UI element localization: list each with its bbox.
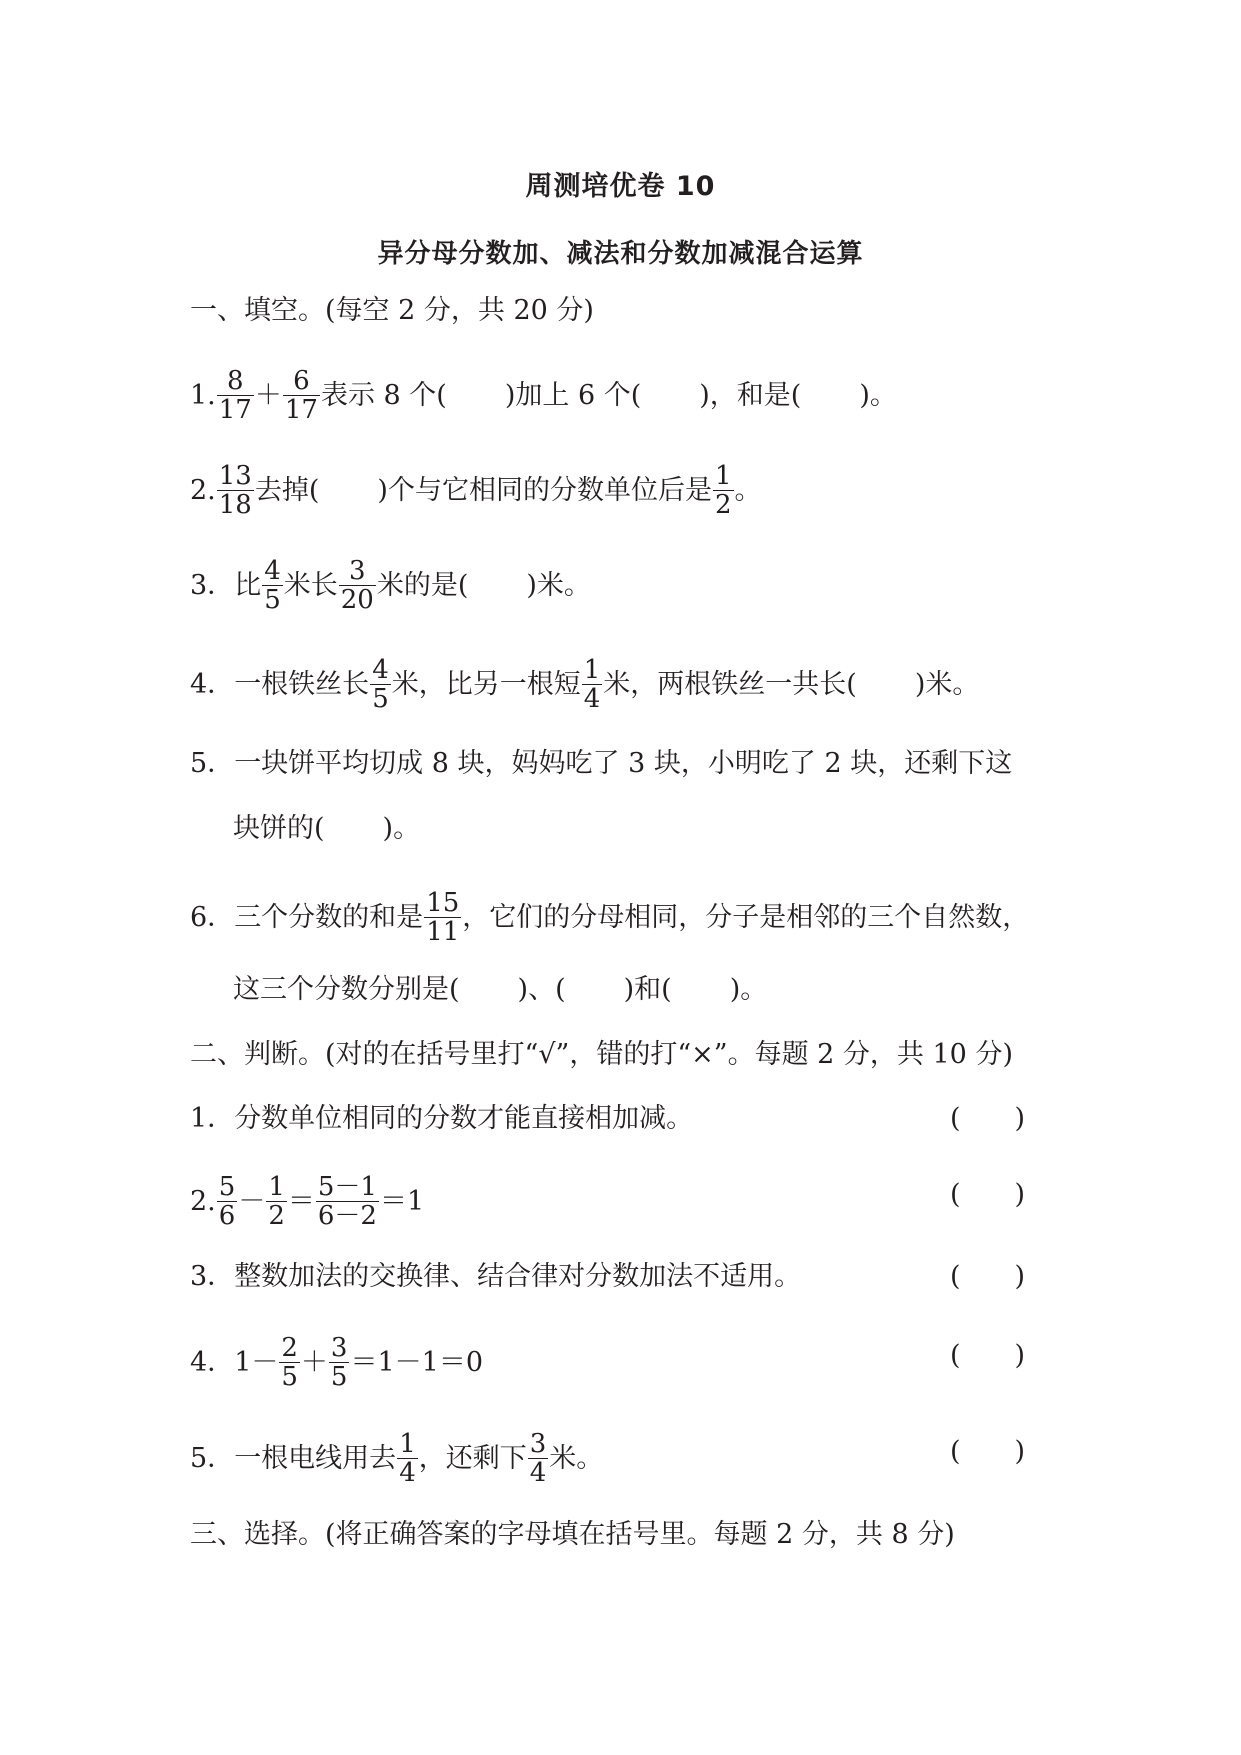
fill-question-2: 2. $\frac{13}{18}$ 去掉( )个与它相同的分数单位后是 $\frac{1}{2}$ 。 bbox=[190, 461, 762, 521]
answer-bracket[interactable]: ( ) bbox=[950, 1436, 1026, 1467]
fraction: $\frac{3}{5}$ bbox=[330, 1333, 348, 1393]
section1-heading: 一、填空。(每空 2 分，共 20 分) bbox=[190, 295, 594, 326]
fraction: $\frac{2}{5}$ bbox=[281, 1333, 298, 1393]
answer-bracket[interactable]: ( ) bbox=[950, 1179, 1026, 1210]
fill-question-5-line1: 5． 一块饼平均切成 8 块，妈妈吃了 3 块，小明吃了 2 块，还剩下这 bbox=[190, 748, 1013, 779]
answer-bracket[interactable]: ( ) bbox=[950, 1340, 1026, 1371]
fill-question-4: 4． 一根铁丝长 $\frac{4}{5}$ 米，比另一根短 $\frac{1}{4}$ 米，两根铁丝一共长( )米。 bbox=[190, 655, 980, 715]
fraction: $\frac{15}{11}$ bbox=[426, 888, 460, 948]
section2-heading: 二、判断。(对的在括号里打“√”，错的打“×”。每题 2 分，共 10 分) bbox=[190, 1039, 1013, 1070]
fraction: $\frac{5}{6}$ bbox=[218, 1172, 236, 1232]
fraction: $\frac{4}{5}$ bbox=[372, 655, 389, 715]
fill-question-1: 1. $\frac{8}{17}$ ＋ $\frac{6}{17}$ 表示 8 个( )加上 6 个( )，和是( )。 bbox=[190, 366, 897, 426]
fraction: $\frac{8}{17}$ bbox=[218, 366, 252, 426]
fraction: $\frac{1}{4}$ bbox=[583, 655, 601, 715]
fraction: $\frac{6}{17}$ bbox=[284, 366, 318, 426]
fill-question-3: 3． 比 $\frac{4}{5}$ 米长 $\frac{3}{20}$ 米的是( )米。 bbox=[190, 556, 591, 616]
judge-question-5: 5． 一根电线用去 $\frac{1}{4}$ ，还剩下 $\frac{3}{4}$ 米。 bbox=[190, 1429, 604, 1489]
judge-question-1: 1． 分数单位相同的分数才能直接相加减。 bbox=[190, 1103, 694, 1134]
fill-question-5-line2: 块饼的( )。 bbox=[233, 813, 421, 844]
judge-question-3: 3． 整数加法的交换律、结合律对分数加法不适用。 bbox=[190, 1261, 802, 1292]
answer-bracket[interactable]: ( ) bbox=[950, 1261, 1026, 1292]
section3-heading: 三、选择。(将正确答案的字母填在括号里。每题 2 分，共 8 分) bbox=[190, 1519, 955, 1550]
fraction: $\frac{5-1}{6-2}$ bbox=[317, 1172, 377, 1232]
page-subtitle: 异分母分数加、减法和分数加减混合运算 bbox=[377, 239, 864, 269]
fill-question-6-line2: 这三个分数分别是( )、( )和( )。 bbox=[233, 974, 768, 1005]
fraction: $\frac{3}{4}$ bbox=[529, 1429, 547, 1489]
fill-question-6-line1: 6． 三个分数的和是 $\frac{15}{11}$ ，它们的分母相同，分子是相邻的三个自然数， bbox=[190, 888, 1030, 948]
answer-bracket[interactable]: ( ) bbox=[950, 1103, 1026, 1134]
judge-question-4: 4． 1－ $\frac{2}{5}$ ＋ $\frac{3}{5}$ ＝1－1＝0 bbox=[190, 1333, 484, 1393]
fraction: $\frac{1}{2}$ bbox=[268, 1172, 285, 1232]
fraction: $\frac{4}{5}$ bbox=[264, 556, 281, 616]
fraction: $\frac{13}{18}$ bbox=[218, 461, 252, 521]
judge-question-2: 2. $\frac{5}{6}$ － $\frac{1}{2}$ ＝ $\frac{5-1}{6-2}$ ＝1 bbox=[190, 1172, 425, 1232]
fraction: $\frac{1}{4}$ bbox=[399, 1429, 416, 1489]
fraction: $\frac{3}{20}$ bbox=[340, 556, 374, 616]
fraction: $\frac{1}{2}$ bbox=[714, 461, 732, 521]
page-title: 周测培优卷 10 bbox=[525, 171, 716, 202]
